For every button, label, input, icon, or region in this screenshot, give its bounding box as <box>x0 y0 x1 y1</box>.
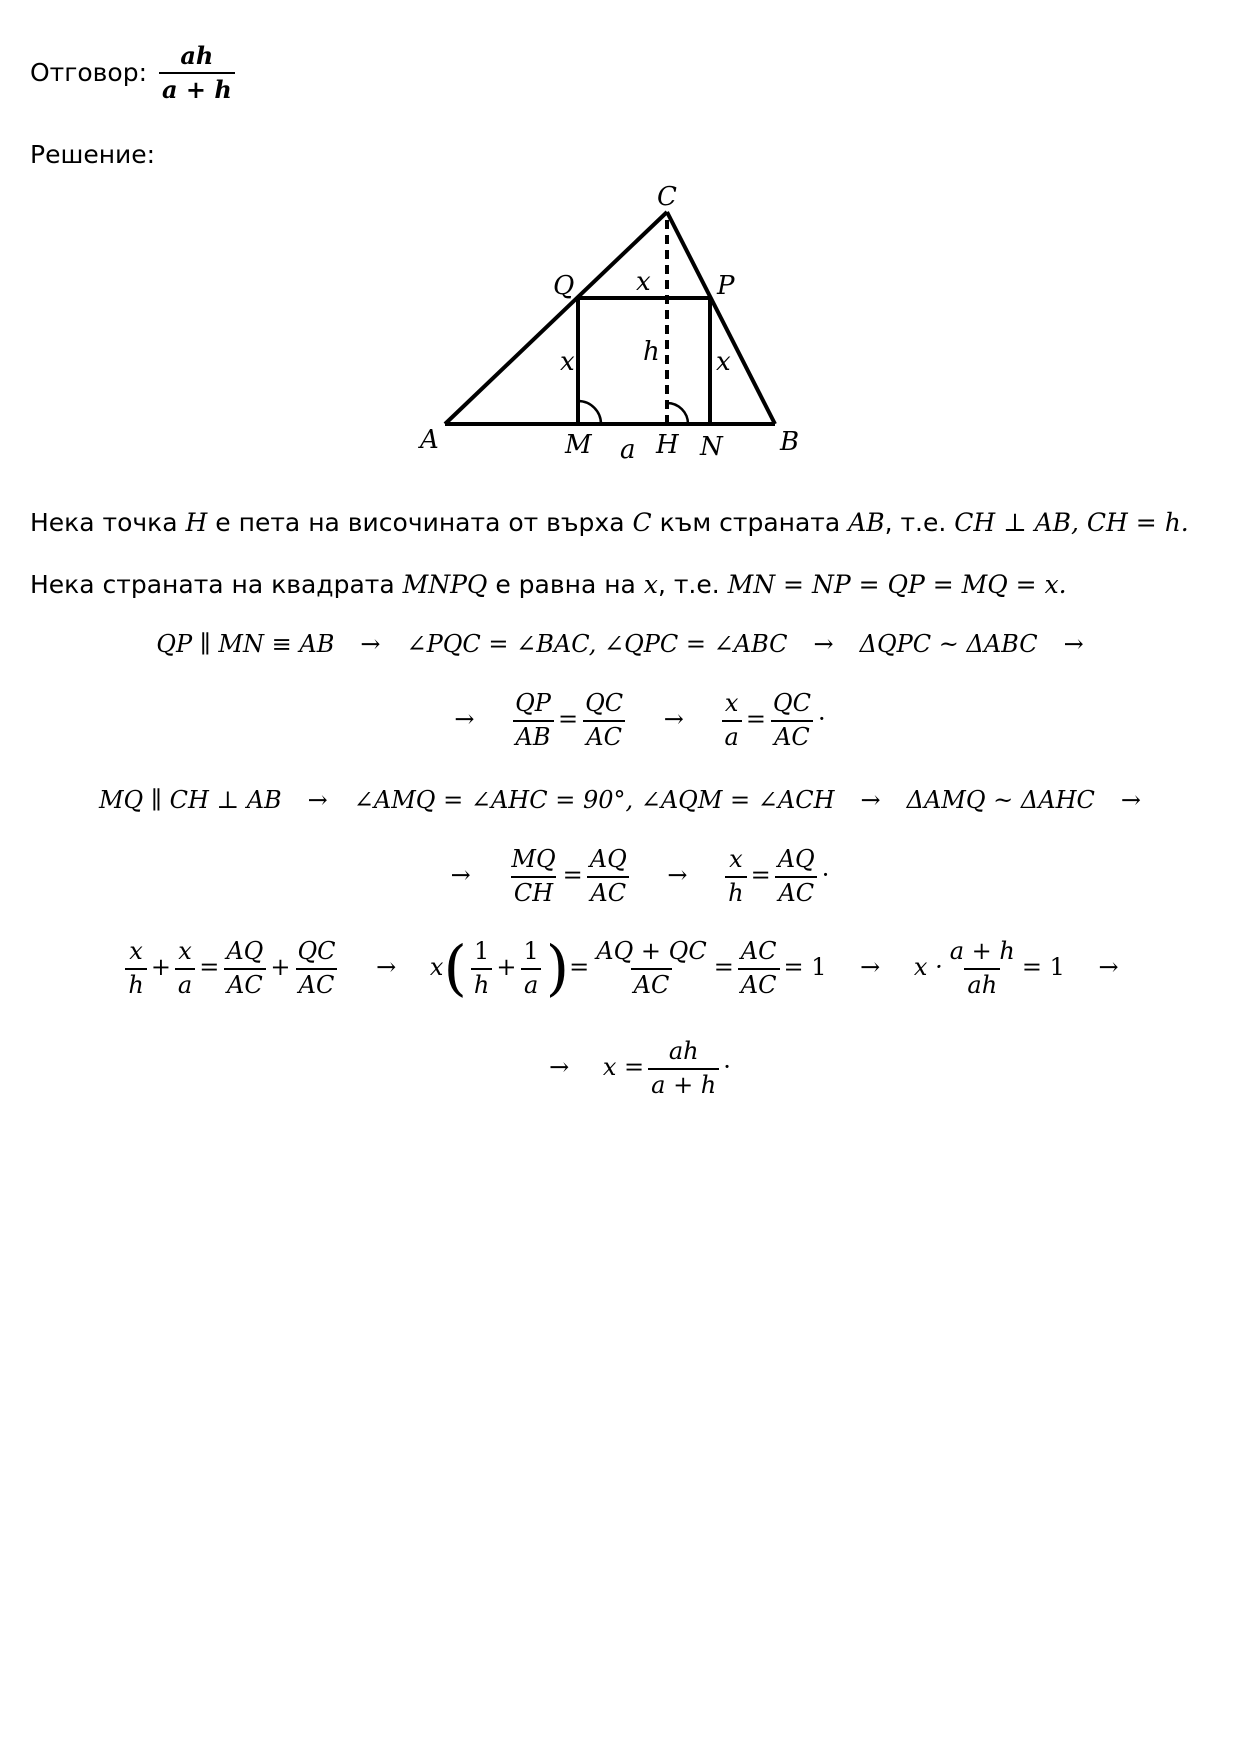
equation-line-3 <box>0 786 1240 814</box>
answer-denominator: a + h <box>159 72 235 104</box>
fraction: $\frac{AQ}{AC}$ <box>775 846 818 907</box>
eq-text: x <box>602 1053 617 1082</box>
text-segment: към страната <box>651 508 849 537</box>
math-MNPQ: MNPQ <box>402 570 488 599</box>
arrow-icon: → <box>1098 953 1119 982</box>
arrow-icon: → <box>307 786 328 814</box>
eq-text: QP ∥ MN ≡ AB <box>156 630 335 658</box>
fraction: $\frac{AQ}{AC}$ <box>223 938 266 999</box>
text-segment: , т.е. <box>884 508 955 537</box>
math-C: C <box>632 508 652 537</box>
arrow-icon: → <box>376 953 397 982</box>
fraction: $\frac{1}{a}$ <box>520 938 541 999</box>
side-AC <box>445 212 667 424</box>
text-segment: , т.е. <box>657 570 728 599</box>
eq-text: x <box>429 953 444 982</box>
fraction: $\frac{QC}{AC}$ <box>585 689 624 751</box>
fraction: $\frac{AC}{AC}$ <box>738 938 780 999</box>
math-AB: AB <box>848 508 885 537</box>
side-CB <box>667 212 775 424</box>
arrow-icon: → <box>549 1053 570 1082</box>
arrow-icon: → <box>860 953 881 982</box>
answer-numerator: ah <box>180 41 214 70</box>
fraction: $\frac{QP}{AB}$ <box>512 690 554 751</box>
eq-text: ∠AMQ = ∠AHC = 90°, ∠AQM = ∠ACH <box>353 786 835 814</box>
label-N: N <box>700 432 723 462</box>
label-Q: Q <box>553 271 575 301</box>
math-height-eq: CH ⊥ AB, CH = h. <box>954 508 1189 537</box>
fraction: $\frac{AQ + QC}{AC}$ <box>596 937 707 999</box>
fraction: $\frac{x}{a}$ <box>722 690 742 751</box>
equation-line-5: $\frac{x}{h}$ + $\frac{x}{a}$ = $\frac{AQ}{AC}$ + $\frac{QC}{AC}$ → x( $\frac{1}{h}$ + $\frac{1}{a}$ )= $\frac{AQ + QC}{AC}$ = $\frac{AC}{AC}$ = 1 → x · $\frac{a + h}{ah}$ = 1 → <box>0 938 1240 999</box>
label-M: M <box>565 430 592 460</box>
eq-text: 1 <box>811 953 827 982</box>
math-H: H <box>185 508 208 537</box>
right-angle-M <box>578 401 601 424</box>
label-x-left: x <box>560 347 575 377</box>
paragraph-height <box>30 508 1189 537</box>
fraction: $\frac{x}{h}$ <box>125 938 146 999</box>
eq-text: 1 <box>1049 953 1065 982</box>
fraction: $\frac{QC}{AC}$ <box>772 689 811 751</box>
solution-label: Решение: <box>30 140 156 169</box>
arrow-icon: → <box>663 705 684 734</box>
equation-line-1 <box>0 630 1240 658</box>
arrow-icon: → <box>1063 630 1084 658</box>
label-A: A <box>420 425 439 455</box>
answer-fraction <box>159 42 235 103</box>
arrow-icon: → <box>813 630 834 658</box>
text-segment: е равна на <box>487 570 644 599</box>
fraction: $\frac{1}{h}$ <box>471 938 492 999</box>
fraction: $\frac{QC}{AC}$ <box>297 937 336 999</box>
fraction: $\frac{ah}{a + h}$ <box>648 1038 719 1099</box>
arrow-icon: → <box>454 705 475 734</box>
fraction: $\frac{MQ}{CH}$ <box>511 845 556 907</box>
label-C: C <box>657 182 677 212</box>
label-h: h <box>643 337 660 367</box>
eq-text: ΔAMQ ~ ΔAHC <box>906 786 1095 814</box>
fraction: $\frac{AQ}{AC}$ <box>587 846 630 907</box>
text-segment: Нека страната на квадрата <box>30 570 403 599</box>
text-segment: Нека точка <box>30 508 186 537</box>
label-x-top: x <box>636 267 651 297</box>
right-angle-H <box>667 403 688 424</box>
eq-text: ∠PQC = ∠BAC, ∠QPC = ∠ABC <box>406 630 788 658</box>
paragraph-square <box>30 570 1067 599</box>
fraction: $\frac{a + h}{ah}$ <box>949 937 1015 999</box>
math-x: x <box>643 570 658 599</box>
text-segment: е пета на височината от върха <box>207 508 633 537</box>
fraction: $\frac{x}{a}$ <box>175 938 195 999</box>
fraction: $\frac{x}{h}$ <box>725 846 746 907</box>
math-square-eq: MN = NP = QP = MQ = x. <box>727 570 1067 599</box>
eq-text: ΔQPC ~ ΔABC <box>859 630 1038 658</box>
label-P: P <box>717 271 735 301</box>
equation-line-6: → x = $\frac{ah}{a + h}$ · <box>549 1037 731 1099</box>
equation-line-4: → $\frac{MQ}{CH}$ = $\frac{AQ}{AC}$ → $\frac{x}{h}$ = $\frac{AQ}{AC}$ · <box>450 845 830 907</box>
label-x-right: x <box>716 347 731 377</box>
eq-text: x · <box>913 953 943 982</box>
arrow-icon: → <box>450 861 471 890</box>
right-paren: ) <box>545 933 570 1004</box>
arrow-icon: → <box>667 861 688 890</box>
label-B: B <box>780 427 800 457</box>
label-H: H <box>656 430 679 460</box>
arrow-icon: → <box>860 786 881 814</box>
left-paren: ( <box>443 933 467 1004</box>
eq-text: MQ ∥ CH ⊥ AB <box>98 786 282 814</box>
answer-line <box>30 42 239 103</box>
label-a: a <box>620 435 636 465</box>
arrow-icon: → <box>1120 786 1141 814</box>
equation-line-2: → $\frac{QP}{AB}$ = $\frac{QC}{AC}$ → $\frac{x}{a}$ = $\frac{QC}{AC}$ · <box>454 689 826 751</box>
answer-label: Отговор: <box>30 58 147 88</box>
arrow-icon: → <box>360 630 381 658</box>
